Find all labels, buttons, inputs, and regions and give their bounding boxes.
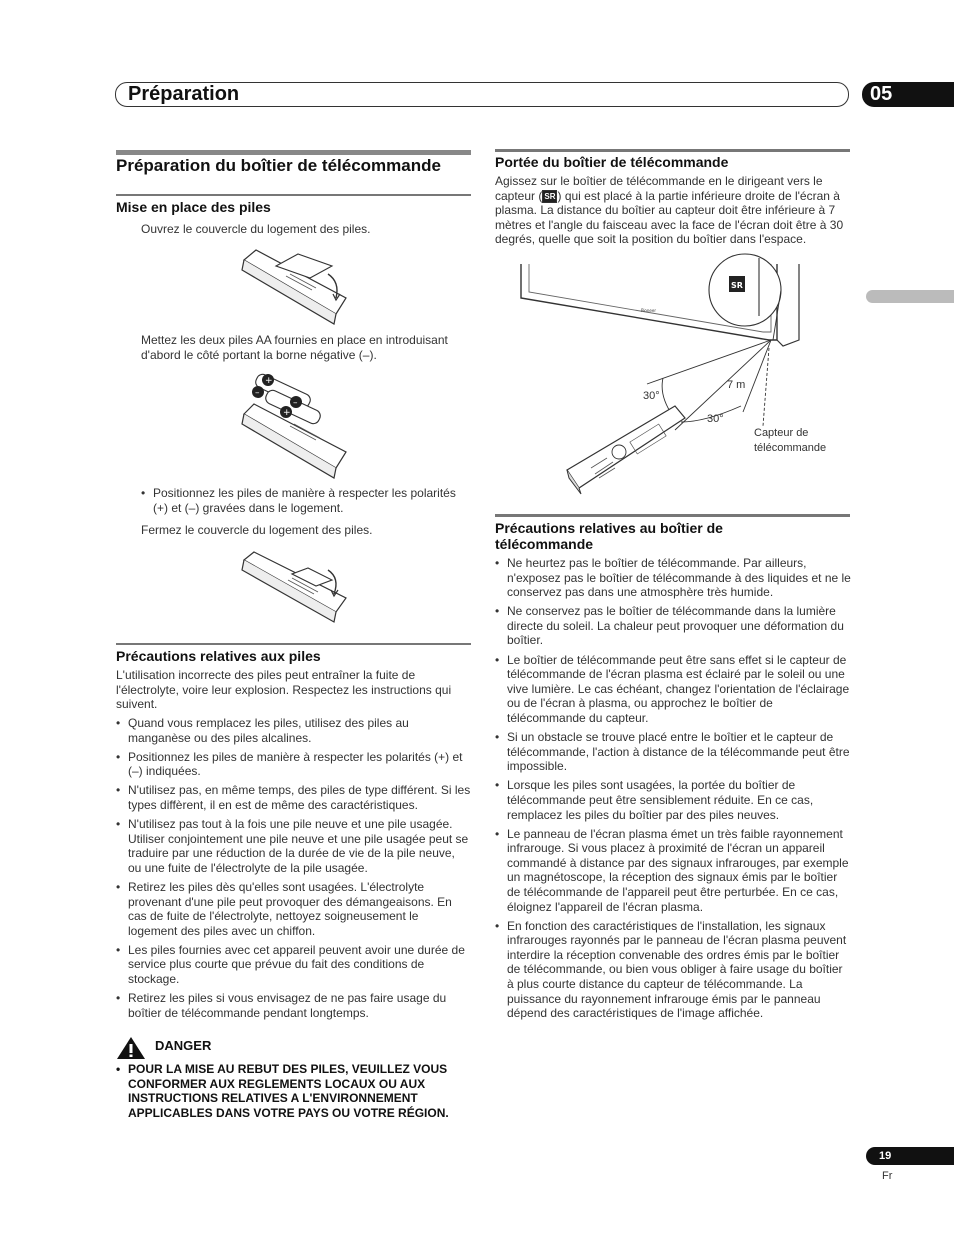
list-item: • Ne heurtez pas le boîtier de télécommande. Par ailleurs, n'exposez pas le boîtier de télécommande à des liquides et ne le conservez pas dans une atmosphère très humide. (495, 556, 852, 600)
distance-label: 7 m (727, 379, 746, 391)
svg-text:+: + (283, 408, 291, 418)
section-rule (116, 150, 471, 155)
battery-precautions-list (116, 716, 471, 1025)
list-item: • Le panneau de l'écran plasma émet un très faible rayonnement infrarouge. Si vous placez à proximité de l'écran un appareil commandé à distance par des signaux infrarouges, par exemple un magnétoscope, la réception des signaux émis par le boîtier de télécommande de l'appareil peut être perturbée. En ce cas, éloignez l'appareil de l'écran plasma. (495, 827, 852, 915)
svg-text:–: – (255, 388, 260, 398)
list-item: • N'utilisez pas tout à la fois une pile neuve et une pile usagée. Utiliser conjointement une pile neuve et une pile usagée peut se traduire par une réduction de la durée de vie de la pile neuve, ou une fuite de l'électrolyte de la pile usagée. (116, 817, 471, 875)
batteries-title: Mise en place des piles (116, 199, 271, 215)
remote-precautions-list (495, 556, 852, 1025)
danger-text: • POUR LA MISE AU REBUT DES PILES, VEUILLEZ VOUS CONFORMER AUX REGLEMENTS LOCAUX OU AUX INSTRUCTIONS RELATIVES A L'ENVIRONNEMENT APPLICABLES DANS VOTRE PAYS OU VOTRE RÉGION. (116, 1062, 471, 1120)
chapter-number: 05 (870, 83, 893, 105)
range-title: Portée du boîtier de télécommande (495, 154, 729, 170)
list-item: • Si un obstacle se trouve placé entre le boîtier et le capteur de télécommande, l'action à distance de la télécommande peut être impossible. (495, 730, 852, 774)
angle-label-2: 30° (707, 413, 724, 425)
danger-label: DANGER (155, 1038, 212, 1053)
polarity-bullet-list (141, 486, 471, 520)
remote-precautions-title (495, 520, 852, 552)
remote-open-cover-illustration (236, 246, 356, 326)
subsection-rule (495, 514, 850, 517)
remote-precautions-title-line2: télécommande (495, 536, 594, 552)
subsection-rule (495, 149, 850, 152)
subsection-rule (116, 194, 471, 196)
language-code: Fr (882, 1170, 893, 1182)
sensor-label-line2: télécommande (754, 442, 827, 454)
chapter-number-tab (862, 82, 954, 107)
range-text-part: ) qui est placé à la partie inférieure droite de l'écran à plasma. La distance du boîtier au capteur doit être inférieure à 7 mètres et l'angle du faisceau avec la face de l'écran doit être à 30 degrés, quelle que soit la position du boîtier dans l'espace. (495, 188, 844, 247)
svg-text:–: – (293, 398, 298, 408)
list-item: • Retirez les piles si vous envisagez de ne pas faire usage du boîtier de télécommande pendant longtemps. (116, 991, 471, 1020)
step-open-cover: Ouvrez le couvercle du logement des piles. (141, 222, 371, 236)
subsection-rule (116, 643, 471, 645)
remote-precautions-title-line1: Précautions relatives au boîtier de (495, 520, 723, 536)
range-text (495, 174, 852, 247)
remote-range-diagram (495, 256, 855, 496)
list-item: • Le boîtier de télécommande peut être sans effet si le capteur de télécommande de l'écran plasma est éclairé par le soleil ou une vive lumière. Le cas échéant, changez l'orientation de l'éclairage ou de l'écran à plasma, ou approchez le boîtier de télécommande du capteur. (495, 653, 852, 726)
battery-precautions-title: Précautions relatives aux piles (116, 648, 321, 664)
step-insert-batteries: Mettez les deux piles AA fournies en place en introduisant d'abord le côté portant la borne négative (–). (141, 333, 448, 362)
remote-close-cover-illustration (236, 550, 356, 625)
list-item: • Quand vous remplacez les piles, utilisez des piles au manganèse ou des piles alcalines. (116, 716, 471, 745)
remote-insert-batteries-illustration (236, 372, 356, 482)
page-number: 19 (879, 1150, 892, 1162)
warning-triangle-icon (116, 1036, 146, 1060)
list-item: • N'utilisez pas, en même temps, des piles de type différent. Si les types diffèrent, il en est de même des caractéristiques. (116, 783, 471, 812)
battery-precautions-intro: L'utilisation incorrecte des piles peut entraîner la fuite de l'électrolyte, voire leur explosion. Respectez les instructions qui suivent. (116, 668, 452, 712)
chapter-title: Préparation (128, 83, 240, 105)
section-title: Préparation du boîtier de télécommande (116, 156, 441, 175)
step-close-cover: Fermez le couvercle du logement des piles. (141, 523, 373, 537)
list-item: • Positionnez les piles de manière à respecter les polarités (+) et (–) gravées dans le logement. (141, 486, 471, 515)
svg-text:SR: SR (731, 281, 743, 290)
list-item: • Lorsque les piles sont usagées, la portée du boîtier de télécommande peut être sensiblement réduite. En ce cas, remplacez les piles du boîtier par des piles neuves. (495, 778, 852, 822)
list-item: • Les piles fournies avec cet appareil peuvent avoir une durée de service plus courte que prévue du fait des conditions de stockage. (116, 943, 471, 987)
range-text-part: Agissez sur le boîtier de télécommande en le dirigeant vers le capteur ( (495, 174, 823, 203)
svg-text:+: + (265, 376, 273, 386)
svg-text:Pioneer: Pioneer (641, 308, 656, 313)
page-number-tab (866, 1147, 954, 1165)
list-item: • Retirez les piles dès qu'elles sont usagées. L'électrolyte provenant d'une pile peut provoquer des démangeaisons. En cas de fuite de l'électrolyte, nettoyez soigneusement le logement des piles avec un chiffon. (116, 880, 471, 938)
sensor-label-line1: Capteur de (754, 427, 809, 439)
sensor-icon: SR (544, 191, 556, 201)
angle-label-1: 30° (643, 390, 660, 402)
list-item: • Ne conservez pas le boîtier de télécommande dans la lumière directe du soleil. La chaleur peut provoquer une déformation du boîtier. (495, 604, 852, 648)
list-item: • Positionnez les piles de manière à respecter les polarités (+) et (–) indiquées. (116, 750, 471, 779)
side-tab-marker (866, 290, 954, 303)
chapter-header-bar (115, 82, 849, 107)
list-item: • En fonction des caractéristiques de l'installation, les signaux infrarouges rayonnés par le panneau de l'écran plasma peuvent interdire la réception convenable des ordres émis par le boîtier de télécommande, ou bien vous obliger à faire usage du boîtier à plus courte distance du capteur de télécommande. La puissance du rayonnement infrarouge émis par le panneau dépend des caractéristiques de l'image affichée. (495, 919, 852, 1021)
